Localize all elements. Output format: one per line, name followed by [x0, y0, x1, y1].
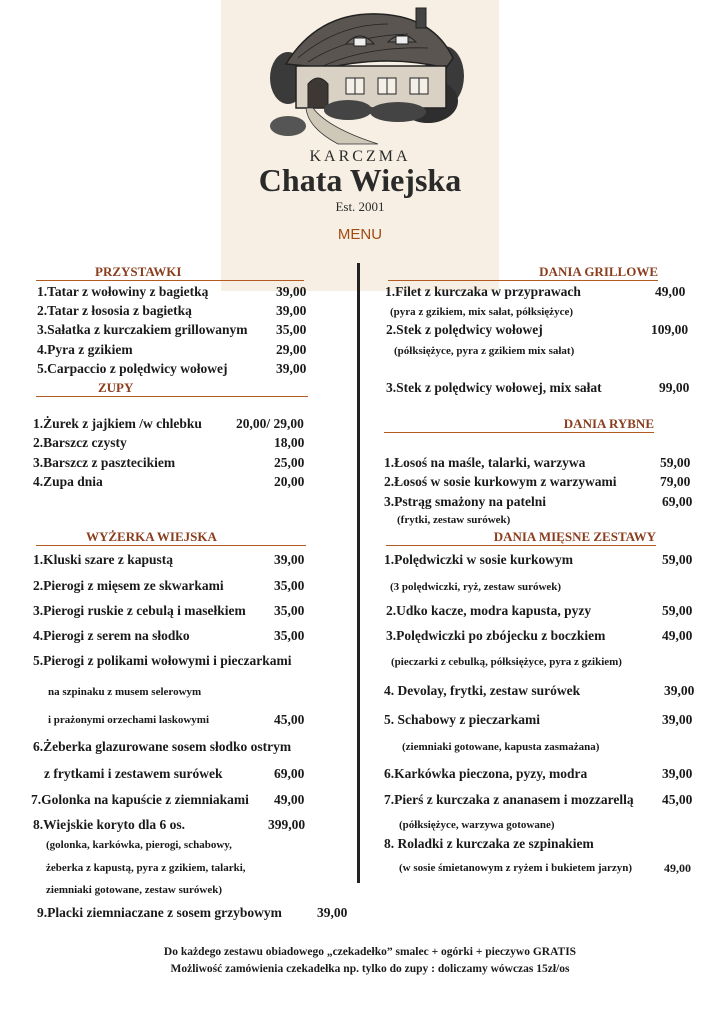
column-divider	[357, 263, 360, 883]
menu-item: 6.Karkówka pieczona, pyzy, modra	[384, 766, 588, 781]
menu-item: 5.Carpaccio z polędwicy wołowej	[37, 361, 228, 376]
menu-price: 45,00	[274, 712, 305, 727]
menu-price: 109,00	[651, 322, 689, 337]
menu-item-detail: (ziemniaki gotowane, kapusta zasmażana)	[402, 741, 600, 753]
menu-item-detail: i prażonymi orzechami laskowymi	[48, 714, 210, 726]
menu-price: 20,00	[274, 474, 305, 489]
menu-item: 4. Devolay, frytki, zestaw surówek	[384, 683, 581, 698]
menu-price: 59,00	[660, 455, 691, 470]
menu-title: MENU	[337, 226, 383, 243]
menu-item: 1.Kluski szare z kapustą	[33, 552, 174, 567]
menu-item: 1.Tatar z wołowiny z bagietką	[37, 284, 209, 299]
menu-item: 3.Polędwiczki po zbójecku z boczkiem	[386, 628, 606, 643]
menu-item: 7.Golonka na kapuście z ziemniakami	[31, 792, 249, 807]
menu-price: 49,00	[664, 861, 691, 875]
menu-price: 399,00	[268, 817, 306, 832]
menu-item: 4.Pyra z gzikiem	[37, 342, 133, 357]
menu-price: 79,00	[660, 474, 691, 489]
menu-item-detail: na szpinaku z musem selerowym	[48, 686, 202, 698]
section-wyzerka: WYŻERKA WIEJSKA	[36, 529, 306, 546]
menu-item-detail: ziemniaki gotowane, zestaw surówek)	[46, 884, 222, 896]
section-przystawki: PRZYSTAWKI	[36, 264, 304, 281]
menu-price: 39,00	[276, 361, 307, 376]
menu-price: 39,00	[274, 552, 305, 567]
menu-price: 39,00	[276, 284, 307, 299]
menu-item: z frytkami i zestawem surówek	[44, 766, 223, 781]
menu-price: 45,00	[662, 792, 693, 807]
menu-item: 4.Pierogi z serem na słodko	[33, 628, 190, 643]
menu-item-detail: (półksiężyce, pyra z gzikiem mix sałat)	[394, 345, 575, 357]
menu-item: 2.Pierogi z mięsem ze skwarkami	[33, 578, 224, 593]
menu-price: 59,00	[662, 552, 693, 567]
menu-item: 2.Barszcz czysty	[33, 435, 127, 450]
menu-item: 8. Roladki z kurczaka ze szpinakiem	[384, 836, 594, 851]
menu-item-detail: (golonka, karkówka, pierogi, schabowy,	[46, 839, 232, 851]
menu-price: 39,00	[662, 766, 693, 781]
menu-price: 69,00	[662, 494, 693, 509]
menu-item: 8.Wiejskie koryto dla 6 os.	[33, 817, 186, 832]
menu-item: 2.Stek z polędwicy wołowej	[386, 322, 543, 337]
menu-item: 6.Żeberka glazurowane sosem słodko ostrym	[33, 739, 292, 754]
section-zupy: ZUPY	[36, 380, 308, 397]
section-rybne: DANIA RYBNE	[384, 416, 654, 433]
menu-price: 39,00	[317, 905, 348, 920]
menu-price: 69,00	[274, 766, 305, 781]
menu-item-detail: (pyra z gzikiem, mix sałat, półksiężyce)	[390, 306, 573, 318]
menu-item-detail: (w sosie śmietanowym z ryżem i bukietem jarzyn)	[399, 862, 633, 874]
menu-price: 39,00	[276, 303, 307, 318]
menu-price: 59,00	[662, 603, 693, 618]
menu-item: 5.Pierogi z polikami wołowymi i pieczarkami	[33, 653, 292, 668]
menu-item-detail: żeberka z kapustą, pyra z gzikiem, talarki,	[46, 862, 246, 874]
menu-price: 49,00	[655, 284, 686, 299]
footer-note-order: Możliwość zamówienia czekadełka np. tylko do zupy : doliczamy wówczas 15zł/os	[170, 963, 570, 975]
menu-item: 3.Pierogi ruskie z cebulą i masełkiem	[33, 603, 246, 618]
menu-price: 35,00	[276, 322, 307, 337]
menu-item: 1.Żurek z jajkiem /w chlebku	[33, 416, 202, 431]
menu-item: 4.Zupa dnia	[33, 474, 103, 489]
menu-price: 49,00	[274, 792, 305, 807]
menu-item-detail: (pieczarki z cebulką, półksiężyce, pyra z gzikiem)	[391, 656, 622, 668]
menu-item: 3.Sałatka z kurczakiem grillowanym	[37, 322, 248, 337]
menu-price: 99,00	[659, 380, 690, 395]
menu-item: 2.Tatar z łososia z bagietką	[37, 303, 192, 318]
menu-item-detail: (frytki, zestaw surówek)	[397, 514, 511, 526]
menu-item-detail: (3 polędwiczki, ryż, zestaw surówek)	[390, 581, 562, 593]
menu-price: 35,00	[274, 603, 305, 618]
menu-item: 5. Schabowy z pieczarkami	[384, 712, 540, 727]
menu-item: 1.Polędwiczki w sosie kurkowym	[384, 552, 573, 567]
menu-item: 3.Barszcz z pasztecikiem	[33, 455, 176, 470]
menu-price: 35,00	[274, 578, 305, 593]
section-miesne: DANIA MIĘSNE ZESTAWY	[386, 529, 656, 546]
menu-price: 25,00	[274, 455, 305, 470]
menu-price: 20,00/ 29,00	[236, 416, 304, 431]
brand-name: Chata Wiejska	[258, 162, 462, 198]
menu-item: 3.Pstrąg smażony na patelni	[384, 494, 546, 509]
menu-item-detail: (półksiężyce, warzywa gotowane)	[399, 819, 555, 831]
section-grillowe: DANIA GRILLOWE	[388, 264, 658, 281]
menu-item: 2.Udko kacze, modra kapusta, pyzy	[386, 603, 592, 618]
menu-price: 49,00	[662, 628, 693, 643]
menu-price: 39,00	[664, 683, 695, 698]
brand-subtitle: KARCZMA	[309, 148, 411, 165]
menu-item: 1.Filet z kurczaka w przyprawach	[385, 284, 581, 299]
menu-price: 29,00	[276, 342, 307, 357]
menu-item: 9.Placki ziemniaczane z sosem grzybowym	[37, 905, 282, 920]
menu-item: 1.Łosoś na maśle, talarki, warzywa	[384, 455, 586, 470]
menu-item: 3.Stek z polędwicy wołowej, mix sałat	[386, 380, 602, 395]
menu-price: 18,00	[274, 435, 305, 450]
menu-item: 2.Łosoś w sosie kurkowym z warzywami	[384, 474, 617, 489]
menu-item: 7.Pierś z kurczaka z ananasem i mozzarellą	[384, 792, 634, 807]
brand-established: Est. 2001	[335, 199, 385, 214]
menu-price: 39,00	[662, 712, 693, 727]
menu-price: 35,00	[274, 628, 305, 643]
cottage-logo	[268, 6, 464, 146]
footer-note-gratis: Do każdego zestawu obiadowego „czekadełko” smalec + ogórki + pieczywo GRATIS	[163, 946, 577, 958]
